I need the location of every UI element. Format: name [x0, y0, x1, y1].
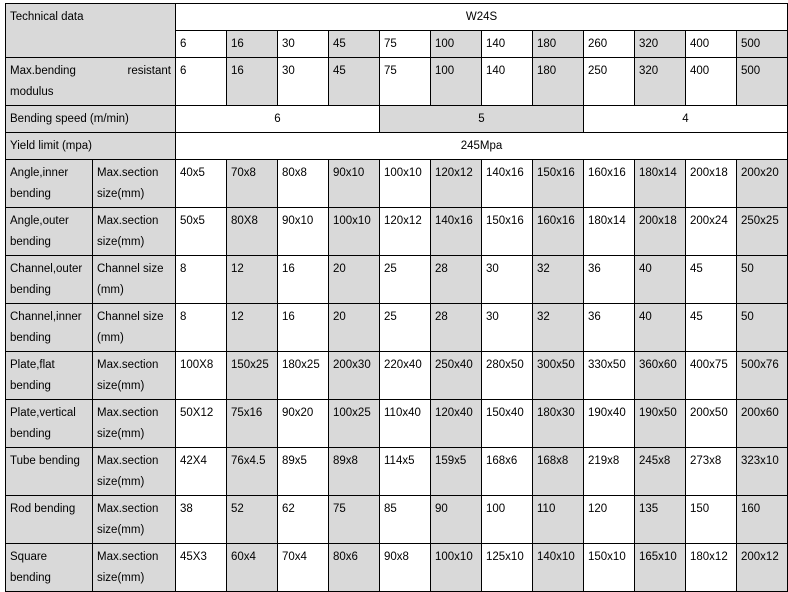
table-cell: 45 [686, 304, 737, 352]
table-cell: 110 [533, 496, 584, 544]
table-cell: 180x14 [635, 160, 686, 208]
table-row [6, 400, 788, 448]
table-cell: 120x12 [380, 208, 431, 256]
bending-type-cell: Plate,vertical bending [6, 400, 93, 448]
table-row [6, 256, 788, 304]
table-cell: 200x50 [686, 400, 737, 448]
table-cell: 45 [686, 256, 737, 304]
table-cell: 180x25 [278, 352, 329, 400]
table-cell: 190x50 [635, 400, 686, 448]
table-cell: 300x50 [533, 352, 584, 400]
modulus-row [6, 58, 788, 106]
table-cell: 190x40 [584, 400, 635, 448]
model-size-cell: 100 [431, 31, 482, 58]
table-cell: 70x8 [227, 160, 278, 208]
table-cell: 90x8 [380, 544, 431, 592]
table-cell: 40 [635, 304, 686, 352]
table-cell: 100x10 [329, 208, 380, 256]
table-cell: 120 [584, 496, 635, 544]
table-cell: 200x20 [737, 160, 788, 208]
table-cell: 70x4 [278, 544, 329, 592]
model-size-cell: 500 [737, 31, 788, 58]
table-cell: 165x10 [635, 544, 686, 592]
modulus-label-c: modulus [10, 86, 54, 98]
table-cell: 200x24 [686, 208, 737, 256]
table-cell: 150x16 [533, 160, 584, 208]
table-cell: 360x60 [635, 352, 686, 400]
table-cell: 180x30 [533, 400, 584, 448]
bending-type-cell: Angle,outer bending [6, 208, 93, 256]
table-cell: 75x16 [227, 400, 278, 448]
modulus-value-cell: 6 [176, 58, 227, 106]
table-cell: 273x8 [686, 448, 737, 496]
table-cell: 52 [227, 496, 278, 544]
parameter-cell: Max.section size(mm) [93, 160, 176, 208]
modulus-value-cell: 500 [737, 58, 788, 106]
table-cell: 40x5 [176, 160, 227, 208]
table-cell: 150x10 [584, 544, 635, 592]
table-cell: 12 [227, 256, 278, 304]
table-cell: 245x8 [635, 448, 686, 496]
table-cell: 100x25 [329, 400, 380, 448]
speed-row [6, 106, 788, 133]
parameter-cell: Max.section size(mm) [93, 352, 176, 400]
table-cell: 500x76 [737, 352, 788, 400]
table-cell: 60x4 [227, 544, 278, 592]
table-cell: 25 [380, 256, 431, 304]
modulus-label-b: resistant [127, 65, 171, 77]
table-cell: 250x40 [431, 352, 482, 400]
table-cell: 36 [584, 256, 635, 304]
yield-row [6, 133, 788, 160]
parameter-cell: Channel size (mm) [93, 256, 176, 304]
model-size-cell: 45 [329, 31, 380, 58]
speed-group-1: 6 [176, 106, 380, 133]
model-size-cell: 320 [635, 31, 686, 58]
table-cell: 50 [737, 304, 788, 352]
table-cell: 90x20 [278, 400, 329, 448]
table-cell: 160 [737, 496, 788, 544]
table-cell: 90x10 [278, 208, 329, 256]
table-cell: 32 [533, 304, 584, 352]
table-cell: 75 [329, 496, 380, 544]
modulus-value-cell: 45 [329, 58, 380, 106]
bending-type-cell: Channel,inner bending [6, 304, 93, 352]
table-cell: 80x8 [278, 160, 329, 208]
table-cell: 140x16 [431, 208, 482, 256]
table-cell: 36 [584, 304, 635, 352]
table-cell: 100 [482, 496, 533, 544]
bending-type-cell: Angle,inner bending [6, 160, 93, 208]
table-cell: 250x25 [737, 208, 788, 256]
table-cell: 150x25 [227, 352, 278, 400]
yield-value: 245Mpa [176, 133, 788, 160]
table-cell: 150 [686, 496, 737, 544]
model-size-cell: 260 [584, 31, 635, 58]
table-cell: 280x50 [482, 352, 533, 400]
table-cell: 76x4.5 [227, 448, 278, 496]
bending-type-cell: Channel,outer bending [6, 256, 93, 304]
model-size-cell: 30 [278, 31, 329, 58]
technical-data-table [5, 3, 788, 592]
parameter-cell: Max.section size(mm) [93, 544, 176, 592]
table-cell: 200x18 [686, 160, 737, 208]
parameter-cell: Max.section size(mm) [93, 208, 176, 256]
table-cell: 28 [431, 256, 482, 304]
modulus-value-cell: 250 [584, 58, 635, 106]
table-cell: 62 [278, 496, 329, 544]
table-cell: 160x16 [584, 160, 635, 208]
parameter-cell: Channel size (mm) [93, 304, 176, 352]
parameter-cell: Max.section size(mm) [93, 496, 176, 544]
table-cell: 90 [431, 496, 482, 544]
table-row [6, 304, 788, 352]
table-cell: 50x5 [176, 208, 227, 256]
table-cell: 140x10 [533, 544, 584, 592]
table-cell: 20 [329, 256, 380, 304]
table-cell: 110x40 [380, 400, 431, 448]
table-cell: 89x8 [329, 448, 380, 496]
table-cell: 80x6 [329, 544, 380, 592]
table-cell: 85 [380, 496, 431, 544]
table-cell: 25 [380, 304, 431, 352]
modulus-value-cell: 180 [533, 58, 584, 106]
table-cell: 200x18 [635, 208, 686, 256]
table-cell: 219x8 [584, 448, 635, 496]
table-cell: 168x8 [533, 448, 584, 496]
table-cell: 90x10 [329, 160, 380, 208]
table-body [6, 4, 788, 592]
table-cell: 400x75 [686, 352, 737, 400]
table-cell: 8 [176, 304, 227, 352]
table-cell: 125x10 [482, 544, 533, 592]
speed-group-2: 5 [380, 106, 584, 133]
model-size-cell: 6 [176, 31, 227, 58]
table-row [6, 208, 788, 256]
table-row [6, 496, 788, 544]
table-cell: 150x16 [482, 208, 533, 256]
table-cell: 100X8 [176, 352, 227, 400]
table-cell: 16 [278, 256, 329, 304]
table-cell: 120x40 [431, 400, 482, 448]
table-cell: 200x60 [737, 400, 788, 448]
table-cell: 89x5 [278, 448, 329, 496]
table-cell: 220x40 [380, 352, 431, 400]
table-cell: 180x14 [584, 208, 635, 256]
model-size-cell: 180 [533, 31, 584, 58]
table-row [6, 352, 788, 400]
table-cell: 159x5 [431, 448, 482, 496]
table-cell: 100x10 [380, 160, 431, 208]
modulus-value-cell: 400 [686, 58, 737, 106]
model-title: W24S [176, 4, 788, 31]
table-cell: 330x50 [584, 352, 635, 400]
parameter-cell: Max.section size(mm) [93, 448, 176, 496]
table-cell: 40 [635, 256, 686, 304]
bending-type-cell: Rod bending [6, 496, 93, 544]
modulus-value-cell: 320 [635, 58, 686, 106]
table-cell: 30 [482, 256, 533, 304]
bending-type-cell: Tube bending [6, 448, 93, 496]
table-cell: 120x12 [431, 160, 482, 208]
table-cell: 12 [227, 304, 278, 352]
table-cell: 30 [482, 304, 533, 352]
table-cell: 135 [635, 496, 686, 544]
table-cell: 42X4 [176, 448, 227, 496]
table-cell: 45X3 [176, 544, 227, 592]
table-cell: 50X12 [176, 400, 227, 448]
modulus-value-cell: 30 [278, 58, 329, 106]
table-cell: 100x10 [431, 544, 482, 592]
model-size-cell: 16 [227, 31, 278, 58]
table-cell: 20 [329, 304, 380, 352]
speed-label: Bending speed (m/min) [6, 106, 176, 133]
modulus-value-cell: 140 [482, 58, 533, 106]
table-cell: 38 [176, 496, 227, 544]
table-cell: 323x10 [737, 448, 788, 496]
table-row [6, 160, 788, 208]
modulus-value-cell: 100 [431, 58, 482, 106]
bending-type-cell: Plate,flat bending [6, 352, 93, 400]
model-size-cell: 400 [686, 31, 737, 58]
modulus-label-a: Max.bending [10, 65, 76, 77]
table-cell: 168x6 [482, 448, 533, 496]
modulus-label [6, 58, 176, 106]
yield-label: Yield limit (mpa) [6, 133, 176, 160]
model-size-cell: 75 [380, 31, 431, 58]
table-row [6, 448, 788, 496]
model-size-cell: 140 [482, 31, 533, 58]
table-cell: 200x12 [737, 544, 788, 592]
table-cell: 140x16 [482, 160, 533, 208]
modulus-value-cell: 75 [380, 58, 431, 106]
table-cell: 28 [431, 304, 482, 352]
header-row [6, 4, 788, 31]
table-cell: 180x12 [686, 544, 737, 592]
technical-data-label: Technical data [6, 4, 176, 58]
table-cell: 32 [533, 256, 584, 304]
table-cell: 16 [278, 304, 329, 352]
table-cell: 80X8 [227, 208, 278, 256]
table-cell: 200x30 [329, 352, 380, 400]
table-cell: 114x5 [380, 448, 431, 496]
table-row [6, 544, 788, 592]
table-cell: 150x40 [482, 400, 533, 448]
table-cell: 8 [176, 256, 227, 304]
modulus-value-cell: 16 [227, 58, 278, 106]
table-cell: 160x16 [533, 208, 584, 256]
bending-type-cell: Square bending [6, 544, 93, 592]
speed-group-3: 4 [584, 106, 788, 133]
table-cell: 50 [737, 256, 788, 304]
parameter-cell: Max.section size(mm) [93, 400, 176, 448]
